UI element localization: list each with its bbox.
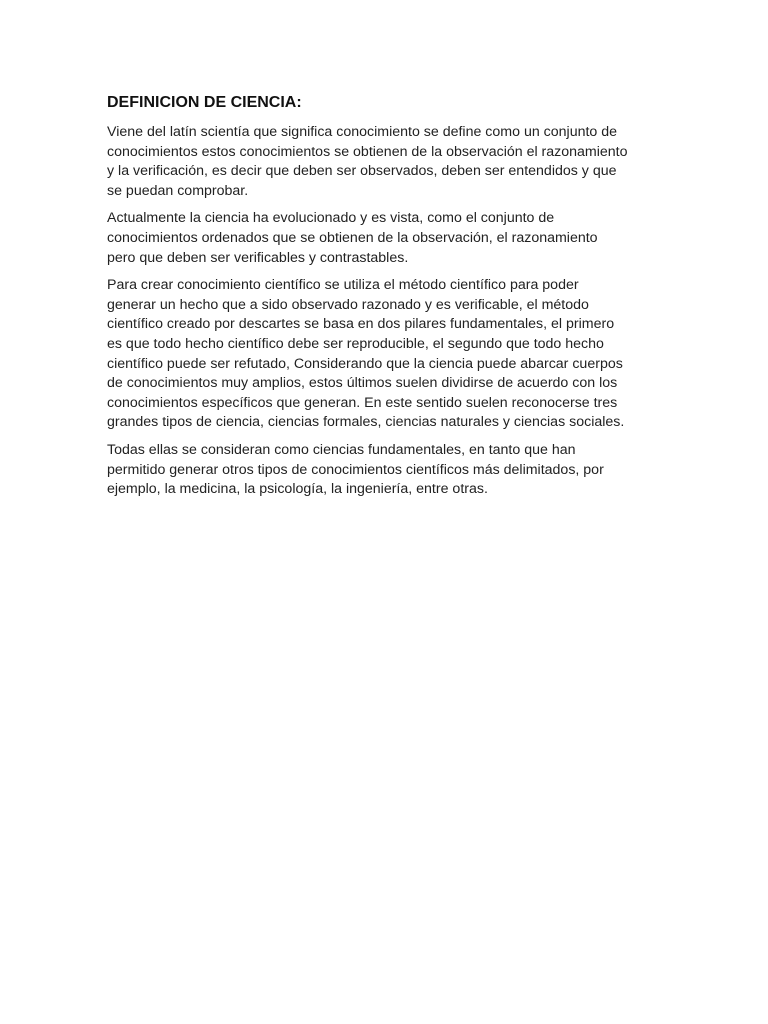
text-line: pero que deben ser verificables y contrastables. (107, 249, 409, 266)
text-line: científico creado por descartes se basa en dos pilares fundamentales, el primero (107, 316, 615, 333)
text-line: es que todo hecho científico debe ser reproducible, el segundo que todo hecho (107, 335, 604, 352)
text-line: permitido generar otros tipos de conocimientos científicos más delimitados, por (107, 461, 604, 478)
document-title: DEFINICION DE CIENCIA: (107, 94, 302, 111)
text-line: de conocimientos muy amplios, estos últimos suelen dividirse de acuerdo con los (107, 375, 618, 392)
text-line: y la verificación, es decir que deben ser observados, deben ser entendidos y que (107, 163, 617, 180)
text-line: conocimientos estos conocimientos se obtienen de la observación el razonamiento (107, 143, 628, 160)
document-body (107, 93, 667, 508)
paragraph-3 (107, 276, 667, 433)
text-line: ejemplo, la medicina, la psicología, la ingeniería, entre otras. (107, 481, 488, 498)
text-line: científico puede ser refutado, Considerando que la ciencia puede abarcar cuerpos (107, 355, 623, 372)
text-line: Todas ellas se consideran como ciencias fundamentales, en tanto que han (107, 441, 576, 458)
text-line: Para crear conocimiento científico se utiliza el método científico para poder (107, 277, 579, 294)
text-line: Actualmente la ciencia ha evolucionado y es vista, como el conjunto de (107, 210, 555, 227)
text-line: generar un hecho que a sido observado razonado y es verificable, el método (107, 296, 589, 313)
text-line: conocimientos específicos que generan. En este sentido suelen reconocerse tres (107, 394, 618, 411)
paragraph-2 (107, 209, 667, 268)
text-line: se puedan comprobar. (107, 182, 249, 199)
paragraph-1 (107, 123, 667, 201)
text-line: Viene del latín scientía que significa conocimiento se define como un conjunto de (107, 124, 618, 140)
paragraph-4 (107, 441, 667, 500)
text-line: conocimientos ordenados que se obtienen de la observación, el razonamiento (107, 229, 598, 246)
text-line: grandes tipos de ciencia, ciencias formales, ciencias naturales y ciencias sociales. (107, 414, 625, 431)
